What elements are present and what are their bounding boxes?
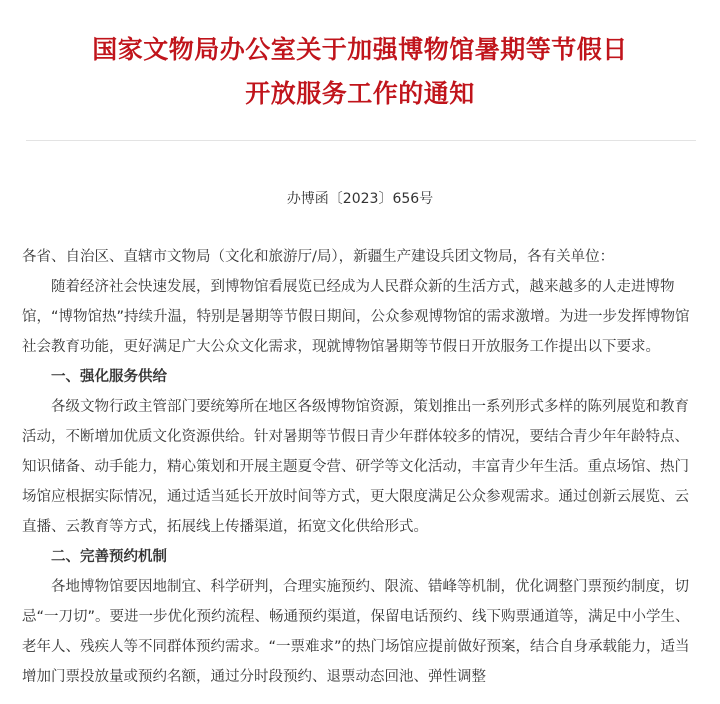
document-body [22, 242, 700, 692]
section-2-heading: 二、完善预约机制 [51, 549, 167, 565]
salutation: 各省、自治区、直辖市文物局（文化和旅游厅/局），新疆生产建设兵团文物局，各有关单位： [22, 249, 615, 265]
section-1-paragraph: 各级文物行政主管部门要统筹所在地区各级博物馆资源，策划推出一系列形式多样的陈列展览和教育活动，不断增加优质文化资源供给。针对暑期等节假日青少年群体较多的情况，要结合青少年年龄特点、知识储备、动手能力，精心策划和开展主题夏令营、研学等文化活动，丰富青少年生活。重点场馆、热门场馆应根据实际情况，通过适当延长开放时间等方式，更大限度满足公众参观需求。通过创新云展览、云直播、云教育等方式，拓展线上传播渠道，拓宽文化供给形式。 [22, 399, 689, 535]
section-1-heading: 一、强化服务供给 [51, 369, 167, 385]
intro-paragraph: 随着经济社会快速发展，到博物馆看展览已经成为人民群众新的生活方式，越来越多的人走进博物馆，“博物馆热”持续升温，特别是暑期等节假日期间，公众参观博物馆的需求激增。为进一步发挥博物馆社会教育功能，更好满足广大公众文化需求，现就博物馆暑期等节假日开放服务工作提出以下要求。 [22, 279, 690, 355]
document-title-line-2: 开放服务工作的通知 [245, 79, 475, 108]
document-number: 办博函〔2023〕656号 [286, 191, 434, 207]
section-2-paragraph: 各地博物馆要因地制宜、科学研判，合理实施预约、限流、错峰等机制，优化调整门票预约制度，切忌“一刀切”。要进一步优化预约流程、畅通预约渠道，保留电话预约、线下购票通道等，满足中小学生、老年人、残疾人等不同群体预约需求。“一票难求”的热门场馆应提前做好预案，结合自身承载能力，适当增加门票投放量或预约名额，通过分时段预约、退票动态回池、弹性调整 [22, 579, 690, 685]
title-divider [26, 140, 696, 141]
document-title [0, 0, 720, 116]
document-title-line-1: 国家文物局办公室关于加强博物馆暑期等节假日 [92, 35, 628, 64]
